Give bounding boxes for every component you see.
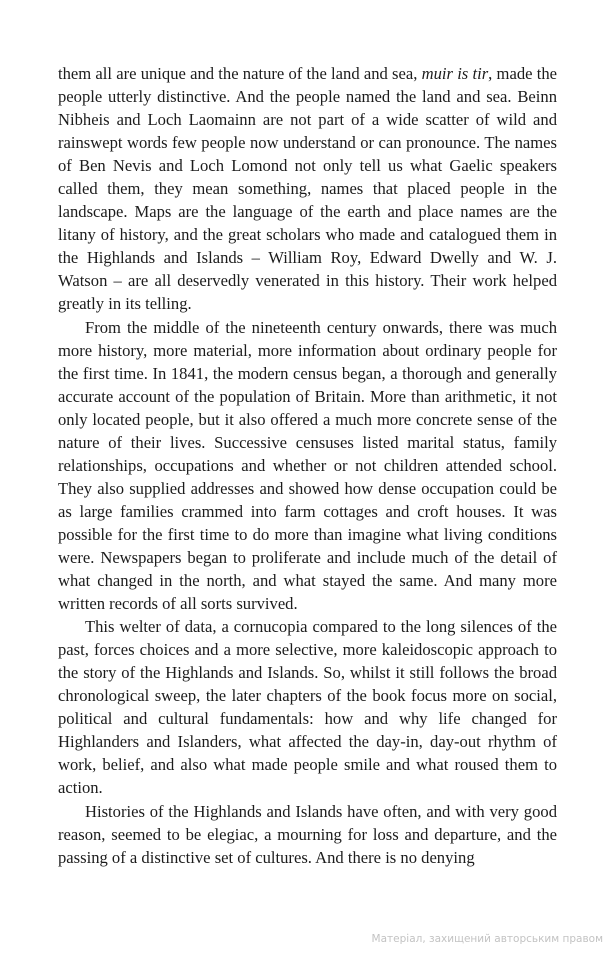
paragraph-1-text-start: them all are unique and the nature of the land and sea, bbox=[58, 64, 422, 83]
paragraph-1-text-end: , made the people utterly distinctive. And the people named the land and sea. Beinn Nibheis and Loch Laomainn are not part of a wide scatter of wild and rainswept words few people now understand or can pronounce. The names of Ben Nevis and Loch Lomond not only tell us what Gaelic speakers called them, they mean something, names that placed people in the landscape. Maps are the language of the earth and place names are the litany of history, and the great scholars who made and catalogued them in the Highlands and Islands – William Roy, Edward Dwelly and W. J. Watson – are all deservedly venerated in this history. Their work helped greatly in its telling. bbox=[58, 64, 557, 314]
paragraph-2: From the middle of the nineteenth century onwards, there was much more history, more material, more information about ordinary people for the first time. In 1841, the modern census began, a thorough and generally accurate account of the population of Britain. More than arithmetic, it not only located people, but it also offered a much more concrete sense of the nature of their lives. Successive censuses listed marital status, family relationships, occupations and whether or not children attended school. They also supplied addresses and showed how dense occupation could be as large families crammed into farm cottages and croft houses. It was possible for the first time to do more than imagine what living conditions were. Newspapers began to proliferate and include much of the detail of what changed in the north, and what stayed the same. And many more written records of all sorts survived. bbox=[58, 317, 557, 614]
copyright-watermark: Матеріал, захищений авторським правом bbox=[371, 933, 603, 945]
paragraph-1 bbox=[58, 62, 557, 316]
paragraph-3: This welter of data, a cornucopia compared to the long silences of the past, forces choices and a more selective, more kaleidoscopic approach to the story of the Highlands and Islands. So, whilst it still follows the broad chronological sweep, the later chapters of the book focus more on social, political and cultural fundamentals: how and why life changed for Highlanders and Islanders, what affected the day-in, day-out rhythm of work, belief, and also what made people smile and what roused them to action. bbox=[58, 617, 557, 798]
document-page bbox=[58, 62, 557, 869]
emphasis-gaelic-phrase: muir is tir bbox=[421, 64, 489, 83]
paragraph-4: Histories of the Highlands and Islands have often, and with very good reason, seemed to be elegiac, a mourning for loss and departure, and the passing of a distinctive set of cultures. And there is no denying bbox=[58, 801, 557, 867]
